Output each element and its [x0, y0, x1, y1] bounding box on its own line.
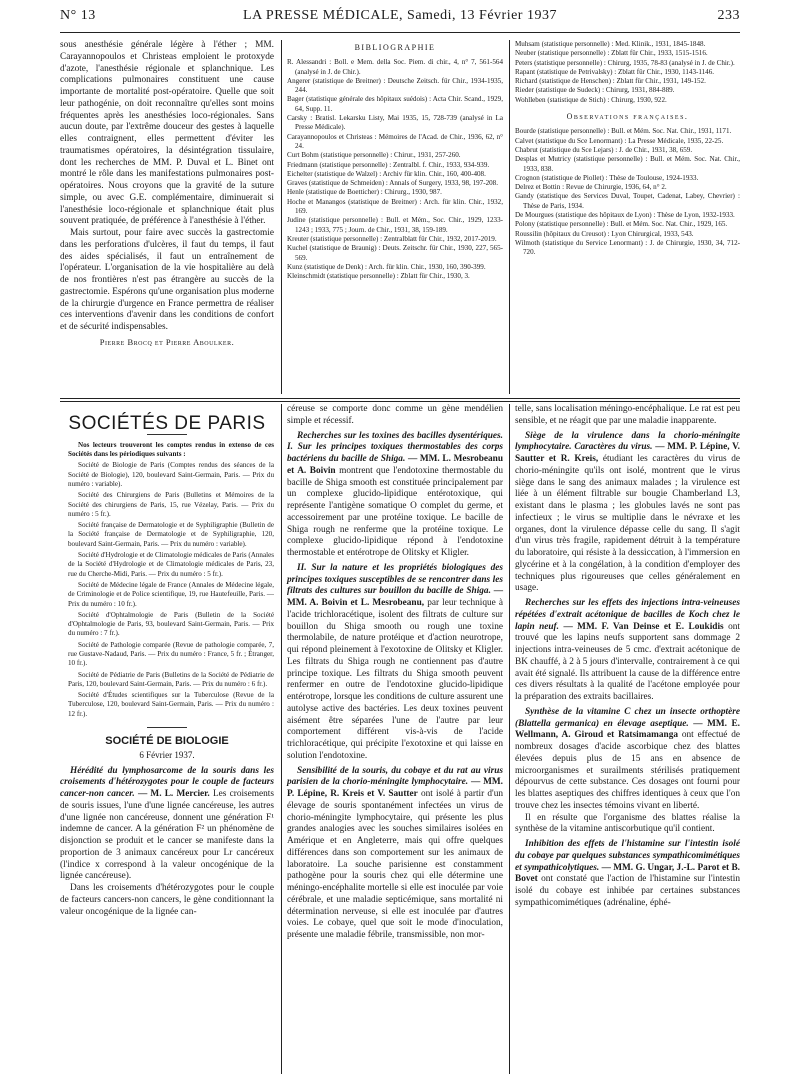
bibliography-entry: Richard (statistique de Henschen) : Zblatt für Chir., 1931, 149-152.	[515, 77, 706, 86]
article-title: Recherches sur les effets des injections intra-veineuses répétées d'extrait acétonique de bacilles de Koch chez le lapin neuf.	[515, 598, 740, 632]
bibliography-entry: Polony (statistique personnelle) : Bull. et Mém. Soc. Nat. Chir., 1929, 165.	[515, 220, 728, 229]
column-divider	[509, 40, 510, 394]
article-title: Synthèse de la vitamine C chez un insecte orthoptère (Blattella germanica) en élevage aseptique.	[515, 706, 740, 729]
society-entry: Société d'Études scientifiques sur la Tuberculose (Revue de la Tuberculose, 120, boulevard Saint-Germain, Paris. — Prix du numéro : 12 fr.).	[68, 691, 274, 718]
bibliography-entry: Desplas et Mutricy (statistique personnelle) : Bull. et Mém. Soc. Nat. Chir., 1933, 838.	[515, 155, 740, 173]
bibliography-entry: Calvet (statistique du Sce Lenormant) : La Presse Médicale, 1935, 22-25.	[515, 136, 724, 145]
article-author: — MM. F. Van Deinse et E. Loukidis	[563, 621, 724, 632]
page-header	[60, 8, 740, 30]
middle-column	[287, 404, 503, 942]
bibliography-entry: Eichelter (statistique de Walzel) : Archiv für klin. Chir., 160, 400-408.	[287, 169, 486, 178]
bibliography-entry: Friedmann (statistique personnelle) : Zentralbl. f. Chir., 1933, 934-939.	[287, 160, 490, 169]
article-text: ont constaté que l'action de l'histamine sur l'intestin isolé du cobaye est inhibée par certaines substances sympathicomimétiques (adrénaline, éphé-	[515, 874, 740, 908]
page-number: 233	[717, 8, 740, 23]
issue-number: N° 13	[60, 8, 96, 23]
bibliography-entry: Wohlleben (statistique de Stich) : Chirurg, 1930, 922.	[515, 95, 667, 104]
article-author: — MM. P. Lépine, V. Sautter et R. Kreis,	[515, 442, 740, 464]
bibliography-entry: Muhsam (statistique personnelle) : Med. Klinik., 1931, 1845-1848.	[515, 40, 706, 48]
journal-title: LA PRESSE MÉDICALE, Samedi, 13 Février 1937	[243, 8, 557, 23]
bibliography-entry: Kreuter (statistique personnelle) : Zentralblatt für Chir., 1932, 2017-2019.	[287, 234, 497, 243]
society-entry: Société de Biologie de Paris (Comptes rendus des séances de la Société de Biologie), 120, boulevard Saint-Germain, Paris. — Prix du numéro : variable).	[68, 461, 274, 488]
article-paragraph: Mais surtout, pour faire avec succès la gastrectomie dans les perforations d'ulcères, il faut du temps, il faut des aides spécialisés, il faut un entraînement de l'opérateur. L'organisation de la vie hospitalière au delà de nos frontières n'est pas étrangère au succès de la gastrectomie. Espérons qu'une organisation plus moderne de la chirurgie d'urgence en France permettra de réaliser ces interventions d'avenir dans les conditions de confort et de sécurité indispensables.	[60, 228, 274, 332]
bibliography-entry: Graves (statistique de Schmeiden) : Annals of Surgery, 1933, 98, 197-208.	[287, 179, 499, 188]
bibliography-entry: Crognon (statistique de Piollet) : Thèse de Toulouse, 1924-1933.	[515, 173, 699, 182]
column-divider	[281, 40, 282, 394]
bibliography-entry: Judine (statistique personnelle) : Bull. et Mém., Soc. Chir., 1929, 1233-1243 ; 1933, 775 ; Journ. de Chir., 1931, 38, 159-189.	[287, 216, 503, 234]
article-text: Dans les croisements d'hétérozygotes pour le couple de facteurs cancers-non cancers, le gène conditionnant la valeur oncogénique de la lignée can-	[60, 883, 274, 917]
article-author: — MM. P. Lépine, R. Kreis et V. Sautter	[287, 777, 503, 799]
bibliography-entry: Rieder (statistique de Sudeck) : Chirurg, 1931, 884-889.	[515, 86, 675, 95]
bibliography-entry: Gandy (statistique des Services Duval, Toupet, Cadenat, Labey, Chevrier) : Thèse de Paris, 1934.	[515, 192, 740, 210]
bibliography-entry: Kuchel (statistique de Braunig) : Deuts. Zeitschr. für Chir., 1930, 227, 565-569.	[287, 244, 503, 262]
society-entry: Société d'Hydrologie et de Climatologie médicales de Paris (Annales de la Société d'Hydrologie et de Climatologie médicales de Paris, 23, rue du Cherche-Midi, Paris. — Prix du numéro : 5 fr.).	[68, 551, 274, 578]
article-title: Inhibition des effets de l'histamine sur l'intestin isolé du cobaye par quelques substances sympathicomimétiques et sympathicolytiques.	[515, 839, 740, 873]
bibliography-entry: Rapant (statistique de Petrivalsky) : Zblatt für Chir., 1930, 1143-1146.	[515, 67, 715, 76]
bibliography-entry: Bager (statistique générale des hôpitaux suédois) : Acta Chir. Scand., 1929, 64, Supp. 11.	[287, 95, 503, 113]
article-author: — MM. G. Ungar, J.-L. Parot et B. Bovet	[515, 862, 740, 885]
article-title: Sensibilité de la souris, du cobaye et du rat au virus parisien de la chorio-méningite lymphocytaire.	[287, 765, 503, 788]
article-paragraph: sous anesthésie générale légère à l'éther ; MM. Carayannopoulos et Christeas emploient le protoxyde d'azote, l'anesthésie régionale et splanchnique. Les complications pulmonaires constituent une cause importante de mortalité post-opératoire. Quelle que soit leur pathogénie, on doit reconnaître qu'elles sont moins fréquentes après les anesthésies loco-régionales. Sans aucun doute, par l'extrême douceur des gestes à laquelle elles contraignent, elles permettent d'éviter les traumatismes opératoires, la désintégration tissulaire, dont les recherches de MM. P. Duval et L. Binet ont montré le rôle dans les manifestations pulmonaires post-opératoires. Nous croyons que la gravité de la suture simple, ou avec G.E. complémentaire, diminuerait si l'anesthésie loco-régionale et splanchnique était plus souvent pratiquée, de préférence à l'anesthésie à l'éther.	[60, 40, 274, 227]
session-date: 6 Février 1937.	[139, 749, 195, 760]
bibliography-column	[287, 43, 503, 281]
bibliography-entry: Bourde (statistique personnelle) : Bull. et Mém. Soc. Nat. Chir., 1931, 1171.	[515, 127, 732, 136]
bibliography-entry: Roussilin (hôpitaux du Creusot) : Lyon Chirurgical, 1933, 543.	[515, 229, 694, 238]
article-signature: Pierre Brocq et Pierre Aboulker.	[99, 336, 235, 347]
article-title: Siège de la virulence dans la chorio-méningite lymphocytaire. Caractères du virus.	[515, 430, 740, 453]
bibliography-entry: Kleinschmidt (statistique personnelle) : Zblatt für Chir., 1930, 3.	[287, 272, 470, 281]
societes-intro: Nos lecteurs trouveront les comptes rendus in extenso de ces Sociétés dans les périodiques suivants :	[68, 440, 274, 459]
article-text: Il en résulte que l'organisme des blattes réalise la synthèse de la vitamine antiscorbutique qu'il contient.	[515, 812, 740, 835]
article-author: — MM. E. Wellmann, A. Giroud et Ratsimamanga	[515, 718, 740, 741]
title-rule	[147, 727, 187, 728]
article-text: Les croisements de souris issues, l'une d'une lignée cancéreuse, les autres d'une lignée non cancéreuse, donnent une génération F¹ indemne de cancer. A la génération F² un phénomène de disjonction se produit et le cancer se manifeste dans la proportion de 3 animaux cancéreux pour Lr cancéreux (l'indice x correspond à la valeur oncogénique de la lignée cancéreuse).	[60, 789, 274, 882]
article-text: céreuse se comporte donc comme un gène mendélien simple et récessif.	[287, 404, 503, 426]
bibliography-entry: Curt Bohm (statistique personnelle) : Chirur., 1931, 257-260.	[287, 151, 461, 160]
societes-title: SOCIÉTÉS DE PARIS	[68, 413, 266, 434]
bibliography-title: BIBLIOGRAPHIE	[354, 43, 436, 52]
bibliography-entry: Peters (statistique personnelle) : Chirurg, 1935, 78-83 (analysé in J. de Chir.).	[515, 58, 735, 67]
bibliography-entry: Henle (statistique de Boetticher) : Chirurg., 1930, 987.	[287, 188, 442, 197]
article-text: ont effectué de nombreux dosages d'acide ascorbique chez des blattes élevées depuis plus de 15 ans en absence de microorganismes et surailments stérilisés pratiquement dépourvus de cette substance. Ces dosages ont fourni pour les blattes aseptiques des chiffres identiques à ceux que l'on trouve chez les insectes témoins vivant en liberté.	[515, 730, 740, 811]
bibliography-entry: Chabrut (statistique du Sce Lejars) : J. de Chir., 1931, 38, 659.	[515, 145, 693, 154]
bibliography-entry: Delrez et Bottin : Revue de Chirurgie, 1936, 64, n° 2.	[515, 183, 667, 192]
section-rule	[60, 398, 740, 399]
article-text: étudiant les caractères du virus de chorio-méningite qu'ils ont isolé, montrent que le virus siège dans le sang des animaux malades ; la virulence est liée à un élément filtrable sur bougie Chamberland L3, existant dans le plasma ; les globules lavés ne sont pas infectieux ; le virus se multiplie dans le névraxe et les organes, dont la virulence dépasse celle du sang. Il s'agit d'un virus très fragile, rapidement détruit à la température du laboratoire, qui résiste à la dessiccation, à l'immersion en glycérine et à la congélation, à la condition d'employer des techniques plus rigoureuses que celles généralement en usage.	[515, 454, 741, 594]
bibliography-entry: Carsky : Bratisl. Lekarsku Listy, Mai 1935, 15, 728-739 (analysé in La Presse Médicale).	[287, 114, 503, 132]
biologie-title: SOCIÉTÉ DE BIOLOGIE	[105, 735, 229, 748]
article-author: — MM. A. Boivin et L. Mesrobeanu,	[287, 586, 503, 608]
society-entry: Société d'Ophtalmologie de Paris (Bulletin de la Société d'Ophtalmologie de Paris, 93, boulevard Saint-Germain, Paris. — Prix du numéro : 7 fr.).	[68, 610, 274, 638]
article-title: Hérédité du lymphosarcome de la souris dans les croisements d'hétérozygotes pour le couple de facteurs cancer-non cancer.	[60, 765, 274, 800]
right-column	[515, 404, 740, 910]
bibliography-entry: Kunz (statistique de Denk) : Arch. für klin. Chir., 1930, 160, 390-399.	[287, 262, 486, 271]
article-author: — MM. L. Mesrobeanu et A. Boivin	[287, 454, 503, 476]
column-divider	[281, 404, 282, 1074]
article-title: Recherches sur les toxines des bacilles dysentériques. I. Sur les principes toxiques thermostables des corps bactériens du bacille de Shiga.	[287, 430, 503, 464]
society-entry: Société de Médecine légale de France (Annales de Médecine légale, de Criminologie et de Police scientifique, 19, rue Hautefeuille, Paris. — Prix du numéro : 10 fr.).	[68, 580, 274, 608]
bibliography-entry: R. Alessandri : Boll. e Mem. della Soc. Piem. di chir., 4, n° 7, 561-564 (analysé in J. de Chir.).	[287, 58, 503, 76]
section-rule	[60, 401, 740, 402]
article-text: montrent que l'endotoxine thermostable du bacille de Shiga smooth est constituée principalement par un complexe glucido-lipidique entérotoxique, qui représente l'antigène somatique O complet du germe, et accessoirement par une protéine toxique. Le bacille de Shiga rough ne renferme que la protéine toxique. Le complexe glucido-lipidique répond à l'endotoxine thermostable et entérotrope de Olitsky et Kligler.	[287, 465, 504, 558]
bibliography-column-2	[515, 40, 740, 258]
article-text: ont trouvé que les lapins neufs supportent sans dommage 2 injections intra-veineuses de 5 cmc. d'extrait acétonique de BK chauffé, à 2 à 5 jours d'intervalle, contrairement à ce qui avait été signalé. Ils attribuent la cause de la différence entre ces divers résultats à la qualité de l'acétone employée pour la préparation des extraits bacillaires.	[515, 621, 740, 702]
article-text: par leur technique à l'acide trichloracétique, isolent des filtrats de culture sur bouillon du Shiga smooth ou rough une toxine thermolabile, de nature protéique et d'action neurotrope, qui répond pleinement à l'exotoxine de Olitsky et Kligler. Les filtrats du Shiga rough ne contiennent pas d'autre principe toxique. Les filtrats du Shiga smooth peuvent renfermer en outre de l'endotoxine glucido-lipidique entérotrope, lorsque les conditions de culture assurent une autolyse active des bactéries. Les deux toxines peuvent aisément être séparées l'une de l'autre par leur comportement différent vis-à-vis de l'acide trichloracétique, qui précipite l'exotoxine et qui laisse en solution l'endotoxine.	[287, 598, 504, 761]
article-text: ont isolé à partir d'un élevage de souris spontanément infectées un virus de chorio-méningite lymphocytaire, qui présente les plus grandes analogies avec les souches similaires isolées en Amérique et en Angleterre, mais qui offre quelques différences dans son comportement sur les animaux de laboratoire. La souche parisienne est constamment pathogène pour la souris chez qui elle détermine une méningo-encéphalite mortelle si elle est inoculée par voie cérébrale, et une maladie septicémique, sans mortalité ni détermination nerveuse, si elle est inoculée par d'autres voies. Le cobaye, quel que soit le mode d'inoculation, présente une maladie fébrile, transmissible, non mor-	[287, 789, 504, 940]
article-end-column	[60, 40, 274, 349]
bibliography-entry: Angerer (statistique de Breitner) : Deutsche Zeitsch. für Chir., 1934-1935, 244.	[287, 76, 503, 95]
column-divider	[509, 404, 510, 1074]
society-entry: Société de Pathologie comparée (Revue de pathologie comparée, 7, rue Gustave-Nadaud, Paris. — Prix du numéro : France, 5 fr. ; Étranger, 10 fr.).	[68, 640, 274, 668]
bibliography-entry: De Mourgues (statistique des hôpitaux de Lyon) : Thèse de Lyon, 1932-1933.	[515, 211, 735, 220]
bibliography-entry: Neuber (statistique personnelle) : Zblatt für Chir., 1933, 1515-1516.	[515, 49, 708, 58]
bibliography-entry: Wilmoth (statistique du Service Lenormant) : J. de Chirurgie, 1930, 34, 712-720.	[515, 238, 740, 257]
society-entry: Société des Chirurgiens de Paris (Bulletins et Mémoires de la Société des chirurgiens de Paris, 15, rue Vézelay, Paris. — Prix du numéro : 5 fr.).	[68, 491, 274, 518]
societes-column	[60, 413, 274, 918]
article-author: — M. L. Mercier.	[137, 789, 210, 800]
observations-title: Observations françaises.	[566, 112, 689, 122]
bibliography-entry: Carayannopoulos et Christeas : Mémoires de l'Acad. de Chir., 1936, 62, n° 24.	[287, 132, 503, 150]
article-text: telle, sans localisation méningo-encéphalique. Le rat est peu sensible, et ne réagit que par une maladie inapparente.	[515, 404, 740, 426]
bibliography-entry: Hoche et Manangos (statistique de Breitner) : Arch. für klin. Chir., 1932, 169.	[287, 197, 503, 216]
header-rule	[60, 32, 740, 33]
article-title: II. Sur la nature et les propriétés biologiques des principes toxiques susceptibles de se rencontrer dans les filtrats des cultures sur bouillon du bacille de Shiga.	[287, 562, 503, 597]
society-entry: Société française de Dermatologie et de Syphiligraphie (Bulletin de la Société française de Dermatologie et de Syphiligraphie, 120, boulevard Saint-Germain, Paris. — Prix du numéro : variable).	[68, 521, 274, 548]
society-entry: Société de Pédiatrie de Paris (Bulletins de la Société de Pédiatrie de Paris, 120, boulevard Saint-Germain, Paris. — Prix du numéro : 6 fr.).	[68, 670, 274, 688]
